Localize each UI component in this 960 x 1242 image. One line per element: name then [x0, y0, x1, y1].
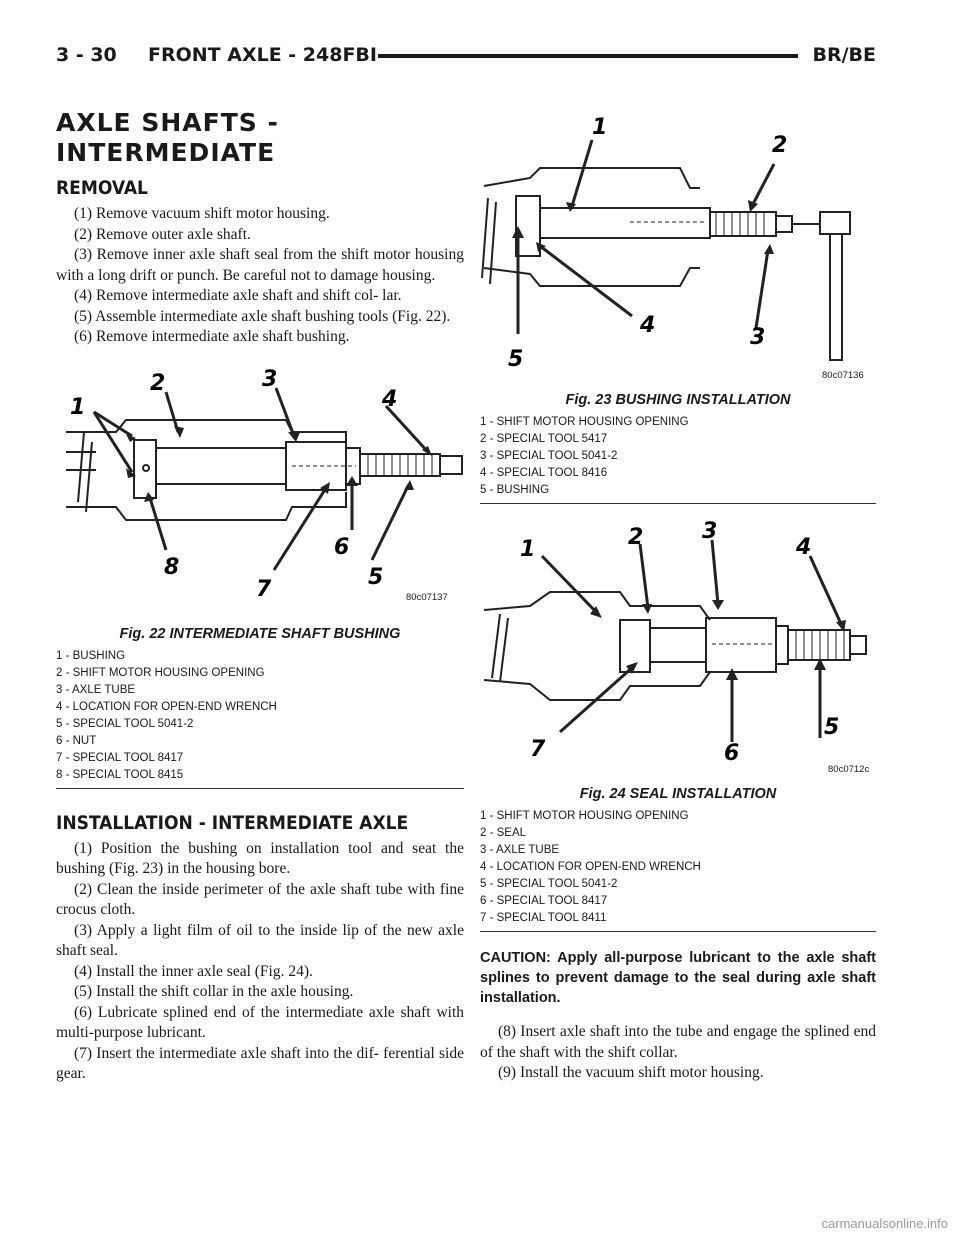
- fig24-legend: [480, 808, 876, 927]
- installation-step: (4) Install the inner axle seal (Fig. 24).: [74, 962, 313, 980]
- fig24-code: 80c0712c: [828, 764, 870, 775]
- fig22-callout-6: 6: [334, 534, 350, 560]
- removal-step: (6) Remove intermediate axle shaft bushing.: [74, 328, 350, 345]
- fig23-callout-2: 2: [772, 133, 788, 158]
- removal-step: (1) Remove vacuum shift motor housing.: [74, 205, 330, 222]
- fig24-drawing: [480, 510, 876, 784]
- fig22-drawing: [56, 352, 464, 624]
- installation-step: (3) Apply a light film of oil to the inside lip of the new axle shaft seal.: [56, 921, 464, 959]
- removal-step: (4) Remove intermediate axle shaft and shift col- lar.: [74, 287, 402, 304]
- legend-item: 7 - SPECIAL TOOL 8417: [56, 751, 184, 764]
- installation-steps: [56, 839, 464, 1085]
- fig24-callout-2: 2: [628, 525, 644, 550]
- removal-steps: [56, 204, 464, 348]
- fig23-callout-3: 3: [750, 325, 766, 350]
- removal-step: (5) Assemble intermediate axle shaft bushing tools (Fig. 22).: [74, 307, 451, 325]
- fig22-callout-1: 1: [70, 394, 86, 420]
- fig23-callout-4: 4: [640, 313, 656, 338]
- caution-note: CAUTION: Apply all-purpose lubricant to the axle shaft splines to prevent damage to the seal during axle shaft installation.: [480, 950, 876, 1006]
- page-number: 3 - 30: [56, 44, 117, 66]
- legend-item: 2 - SPECIAL TOOL 5417: [480, 433, 608, 445]
- legend-item: 5 - BUSHING: [480, 484, 550, 496]
- legend-item: 6 - NUT: [56, 734, 97, 747]
- legend-item: 3 - AXLE TUBE: [480, 844, 560, 856]
- watermark[interactable]: carmanualsonline.info: [821, 1216, 948, 1231]
- legend-item: 1 - SHIFT MOTOR HOUSING OPENING: [480, 416, 689, 428]
- fig22-callout-8: 8: [164, 554, 180, 580]
- final-step: (9) Install the vacuum shift motor housing.: [498, 1064, 764, 1081]
- fig22-callout-7: 7: [256, 576, 272, 602]
- fig22-callout-2: 2: [150, 370, 166, 396]
- legend-item: 3 - AXLE TUBE: [56, 683, 136, 696]
- legend-item: 4 - LOCATION FOR OPEN-END WRENCH: [56, 700, 277, 713]
- removal-heading: REMOVAL: [56, 177, 148, 199]
- installation-step: (5) Install the shift collar in the axle housing.: [74, 983, 354, 1000]
- final-step: (8) Insert axle shaft into the tube and engage the splined end of the shaft with the shift collar.: [480, 1023, 876, 1061]
- fig23-code: 80c07136: [822, 370, 864, 381]
- fig24-callout-7: 7: [530, 737, 546, 762]
- installation-step: (2) Clean the inside perimeter of the axle shaft tube with fine crocus cloth.: [56, 880, 464, 918]
- fig24-callout-5: 5: [824, 715, 840, 740]
- header-rule: [378, 54, 798, 58]
- left-column: [56, 108, 464, 1085]
- fig24-callout-1: 1: [520, 537, 536, 562]
- fig24-callout-3: 3: [702, 519, 718, 544]
- fig22-callout-5: 5: [368, 564, 384, 590]
- fig22-legend: [56, 648, 464, 784]
- fig23-rule: [480, 503, 876, 504]
- legend-item: 8 - SPECIAL TOOL 8415: [56, 768, 184, 781]
- fig22-code: 80c07137: [406, 591, 448, 603]
- section-title: FRONT AXLE - 248FBI: [148, 44, 377, 66]
- installation-heading: INSTALLATION - INTERMEDIATE AXLE: [56, 811, 409, 834]
- fig22-illustration: [56, 352, 464, 624]
- fig24-callout-4: 4: [796, 535, 812, 560]
- legend-item: 2 - SEAL: [480, 827, 527, 839]
- legend-item: 3 - SPECIAL TOOL 5041-2: [480, 450, 618, 462]
- removal-step: (3) Remove inner axle shaft seal from the shift motor housing with a long drift or punch. Be careful not to damage housing.: [56, 246, 464, 284]
- installation-step: (6) Lubricate splined end of the intermediate axle shaft with multi-purpose lubricant.: [56, 1003, 464, 1041]
- legend-item: 4 - LOCATION FOR OPEN-END WRENCH: [480, 861, 701, 873]
- legend-item: 4 - SPECIAL TOOL 8416: [480, 467, 608, 479]
- fig23-drawing: [480, 108, 876, 390]
- page-title-line-1: AXLE SHAFTS -: [56, 108, 279, 137]
- model-code: BR/BE: [812, 44, 876, 66]
- fig23-callout-1: 1: [592, 115, 608, 140]
- right-column: [480, 108, 876, 1084]
- fig24-callout-6: 6: [724, 741, 740, 766]
- page-title-line-2: INTERMEDIATE: [56, 138, 276, 167]
- fig22-callout-4: 4: [382, 386, 398, 412]
- page-header: [56, 44, 876, 68]
- fig23-caption: Fig. 23 BUSHING INSTALLATION: [565, 392, 791, 408]
- fig24-rule: [480, 931, 876, 932]
- legend-item: 6 - SPECIAL TOOL 8417: [480, 895, 608, 907]
- fig23-legend: [480, 414, 876, 499]
- installation-step: (1) Position the bushing on installation tool and seat the bushing (Fig. 23) in the housing bore.: [56, 839, 464, 877]
- fig23-callout-5: 5: [508, 347, 524, 372]
- fig23-illustration: [480, 108, 876, 390]
- legend-item: 5 - SPECIAL TOOL 5041-2: [56, 717, 194, 730]
- legend-item: 1 - SHIFT MOTOR HOUSING OPENING: [480, 810, 689, 822]
- installation-step: (7) Insert the intermediate axle shaft into the dif- ferential side gear.: [56, 1044, 464, 1082]
- legend-item: 5 - SPECIAL TOOL 5041-2: [480, 878, 618, 890]
- legend-item: 1 - BUSHING: [56, 649, 126, 662]
- fig22-callout-3: 3: [262, 366, 278, 392]
- fig22-rule: [56, 788, 464, 789]
- fig22-caption: Fig. 22 INTERMEDIATE SHAFT BUSHING: [119, 625, 401, 642]
- legend-item: 2 - SHIFT MOTOR HOUSING OPENING: [56, 666, 265, 679]
- removal-step: (2) Remove outer axle shaft.: [74, 225, 251, 243]
- fig24-illustration: [480, 510, 876, 784]
- legend-item: 7 - SPECIAL TOOL 8411: [480, 912, 607, 924]
- fig24-caption: Fig. 24 SEAL INSTALLATION: [579, 786, 777, 802]
